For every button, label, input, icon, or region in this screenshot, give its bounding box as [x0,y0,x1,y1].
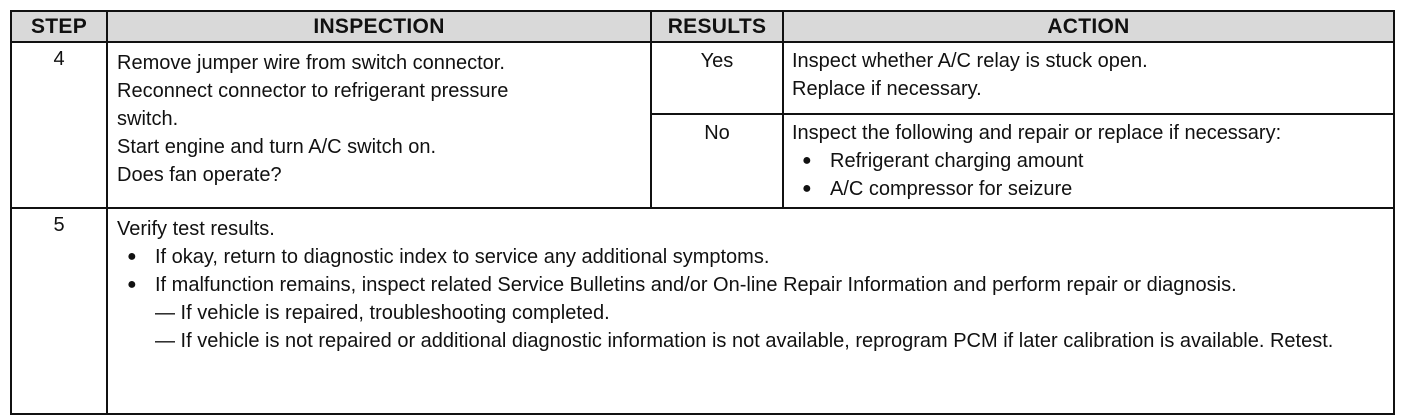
bullet-text: If okay, return to diagnostic index to service any additional symptoms. [155,246,770,268]
bullet-text: A/C compressor for seizure [830,178,1073,200]
inspection-cell-step5 [107,208,1394,414]
step-number: 4 [11,42,107,208]
action-cell-no [783,114,1394,208]
sub-item: — If vehicle is repaired, troubleshooting completed. [155,302,610,324]
list-item [792,147,1385,175]
bullet-icon: ● [802,180,812,197]
diagnostic-table [10,10,1395,415]
bullet-text: Refrigerant charging amount [830,150,1084,172]
sub-item: — If vehicle is not repaired or additional diagnostic information is not available, reprogram PCM if later calibration is available. Retest. [155,330,1334,352]
inspection-cell-step4 [107,42,651,208]
table-row-step4-yes [11,42,1394,114]
verify-intro: Verify test results. [117,218,275,240]
header-action: ACTION [783,11,1394,42]
inspection-line: Remove jumper wire from switch connector. [117,52,505,74]
list-item [117,243,1385,271]
verify-bullet-list [117,243,1385,299]
bullet-icon: ● [127,276,137,293]
inspection-line: Does fan operate? [117,164,282,186]
step-number: 5 [11,208,107,414]
action-line: Replace if necessary. [792,78,982,100]
action-cell-yes [783,42,1394,114]
action-intro: Inspect the following and repair or replace if necessary: [792,122,1282,144]
list-item [117,271,1385,299]
list-item [792,175,1385,203]
inspection-line: switch. [117,108,179,130]
result-no: No [651,114,783,208]
result-yes: Yes [651,42,783,114]
action-bullet-list [792,147,1385,203]
inspection-line: Reconnect connector to refrigerant pressure [117,80,509,102]
header-inspection: INSPECTION [107,11,651,42]
bullet-icon: ● [802,152,812,169]
table-row-step5 [11,208,1394,414]
bullet-icon: ● [127,248,137,265]
action-line: Inspect whether A/C relay is stuck open. [792,50,1148,72]
sub-item-list [117,299,1385,355]
header-row [11,11,1394,42]
header-results: RESULTS [651,11,783,42]
bullet-text: If malfunction remains, inspect related Service Bulletins and/or On-line Repair Information and perform repair or diagnosis. [155,274,1237,296]
header-step: STEP [11,11,107,42]
inspection-line: Start engine and turn A/C switch on. [117,136,437,158]
